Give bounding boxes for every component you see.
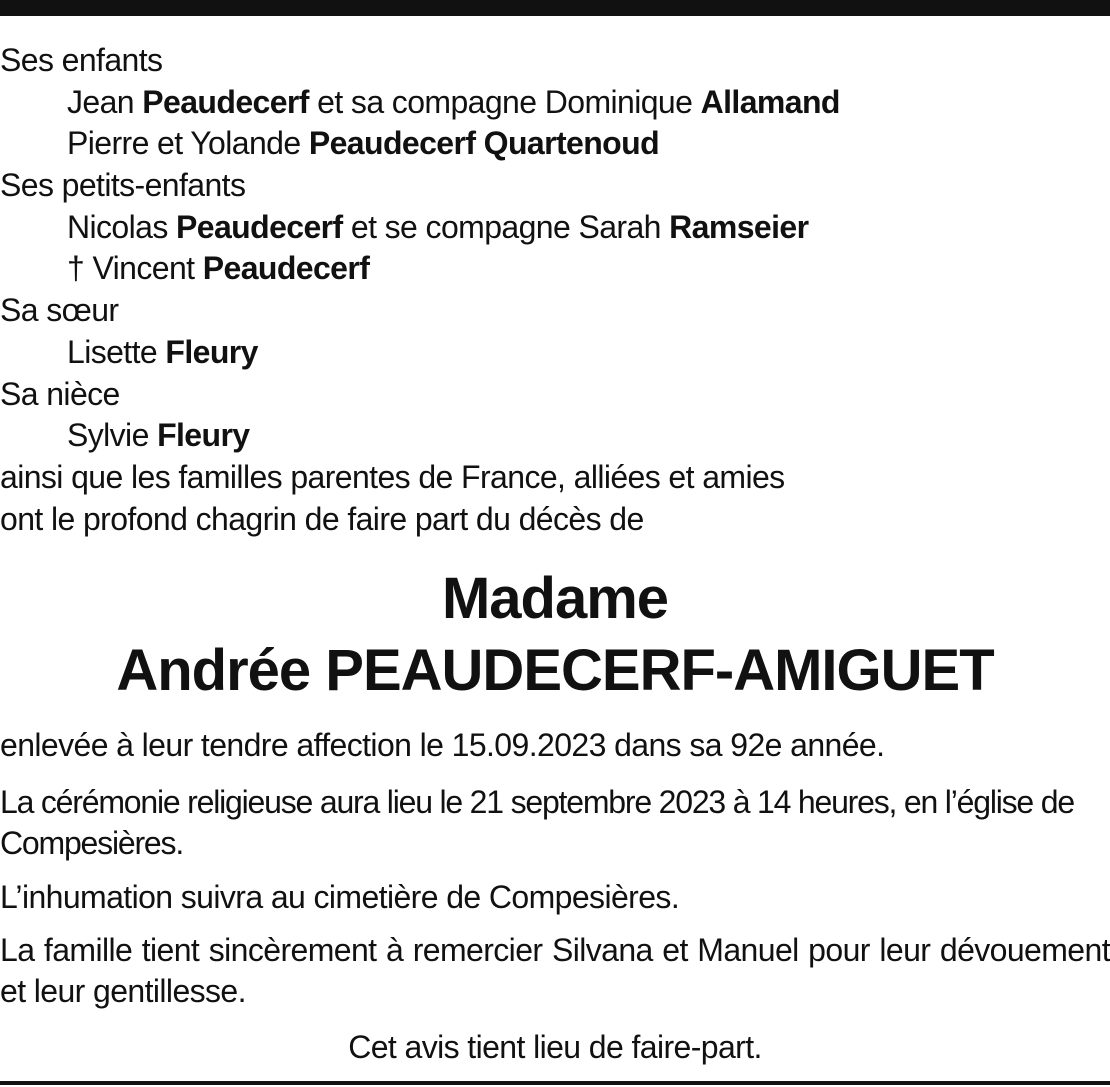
grandchild-entry — [0, 248, 1110, 290]
top-border-rule — [0, 0, 1110, 16]
bottom-border-rule — [0, 1081, 1110, 1085]
child-partner-text: et sa compagne Dominique — [317, 83, 693, 120]
grandchild-last-name: Peaudecerf — [202, 250, 370, 287]
grandchild-entry — [0, 207, 1110, 249]
child-entry — [0, 82, 1110, 124]
niece-entry — [0, 415, 1110, 457]
family-list — [0, 40, 1110, 540]
grandchild-first-name: Nicolas — [67, 208, 168, 245]
grandchild-partner-text: et se compagne Sarah — [350, 208, 661, 245]
niece-first-name: Sylvie — [67, 417, 149, 454]
child-entry — [0, 123, 1110, 165]
deceased-name-block — [0, 563, 1110, 707]
sister-first-name: Lisette — [67, 333, 158, 370]
child-last-name: Peaudecerf — [142, 83, 309, 120]
children-heading: Ses enfants — [0, 42, 163, 78]
relatives-line: ainsi que les familles parentes de France, alliées et amies — [0, 458, 785, 495]
sister-heading: Sa sœur — [0, 292, 119, 329]
closing-line: Cet avis tient lieu de faire-part. — [348, 1029, 762, 1065]
grandchildren-heading: Ses petits-enfants — [0, 167, 246, 204]
deceased-name: Andrée PEAUDECERF-AMIGUET — [116, 638, 994, 703]
thanks-paragraph: La famille tient sincèrement à remercier Silvana et Manuel pour leur dévouement et leur gentillesse. — [0, 932, 1110, 1009]
niece-last-name: Fleury — [157, 417, 250, 454]
child-last-name: Peaudecerf Quartenoud — [308, 125, 660, 162]
grandchild-first-name: † Vincent — [67, 250, 195, 287]
sister-entry — [0, 332, 1110, 374]
child-partner-last-name: Allamand — [700, 83, 840, 120]
sister-last-name: Fleury — [165, 333, 258, 370]
grandchild-partner-last-name: Ramseier — [669, 208, 809, 245]
announcement-line: ont le profond chagrin de faire part du décès de — [0, 500, 644, 537]
child-first-name: Jean — [67, 83, 134, 120]
deceased-title: Madame — [441, 566, 669, 631]
age-paragraph: enlevée à leur tendre affection le 15.09.2023 dans sa 92e année. — [0, 727, 885, 763]
grandchild-last-name: Peaudecerf — [176, 208, 343, 245]
burial-paragraph: L’inhumation suivra au cimetière de Compesières. — [0, 879, 680, 915]
niece-heading: Sa nièce — [0, 375, 120, 412]
ceremony-paragraph: La cérémonie religieuse aura lieu le 21 septembre 2023 à 14 heures, en l’église de Compesières. — [0, 784, 1074, 861]
child-first-name: Pierre et Yolande — [67, 125, 301, 162]
